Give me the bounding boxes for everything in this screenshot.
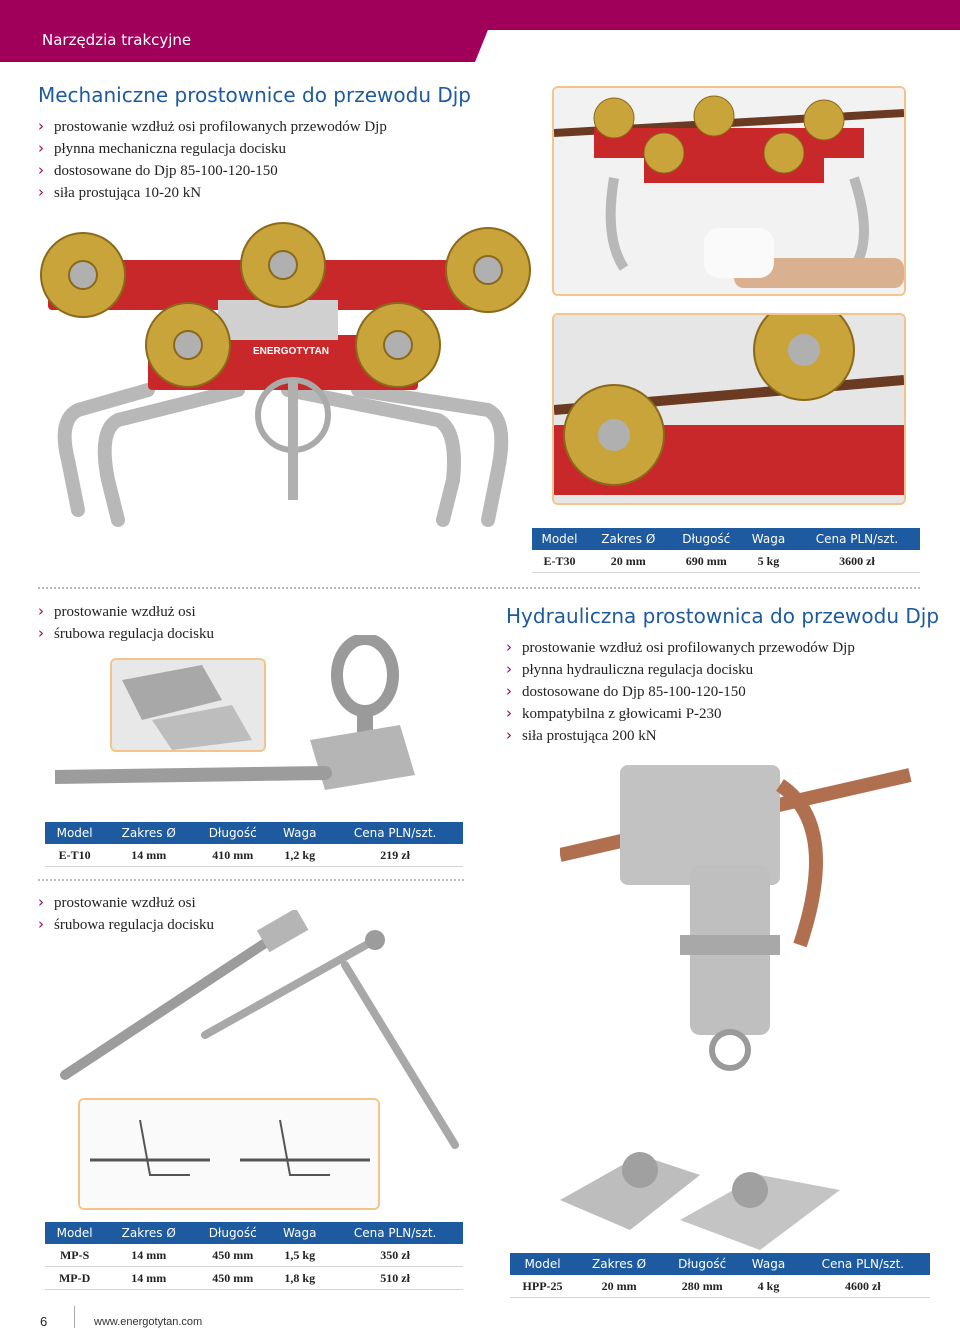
spec-table-et30 (532, 528, 920, 573)
header-category: Narzędzia trakcyjne (42, 31, 192, 49)
list-item: › siła prostująca 10-20 kN (38, 181, 387, 203)
cell-price: 4600 zł (796, 1275, 930, 1298)
cell-length: 280 mm (663, 1275, 741, 1298)
table-row (45, 1244, 463, 1267)
list-item: › prostowanie wzdłuż osi (38, 891, 214, 913)
footer-url[interactable]: www.energotytan.com (94, 1316, 203, 1328)
page-number: 6 (40, 1314, 48, 1329)
col-model: Model (510, 1253, 575, 1275)
col-price: Cena PLN/szt. (796, 1253, 930, 1275)
table-row (532, 550, 920, 573)
section1-bullets (38, 115, 387, 203)
section3-bullets (506, 636, 855, 746)
col-range: Zakres Ø (104, 1222, 193, 1244)
table-header-row (45, 822, 463, 844)
col-weight: Waga (272, 1222, 327, 1244)
col-range: Zakres Ø (575, 1253, 663, 1275)
list-item: › śrubowa regulacja docisku (38, 913, 214, 935)
col-length: Długość (193, 822, 272, 844)
list-item: › siła prostująca 200 kN (506, 724, 855, 746)
cell-model: MP-S (45, 1244, 104, 1267)
hydraulic-heads-photo (560, 1120, 920, 1255)
section-divider (38, 879, 464, 881)
col-range: Zakres Ø (104, 822, 193, 844)
mechanical-straightener-photo (38, 220, 538, 530)
list-item: › prostowanie wzdłuż osi (38, 600, 214, 622)
col-range: Zakres Ø (587, 528, 670, 550)
cell-model: E-T10 (45, 844, 104, 867)
cell-length: 450 mm (193, 1244, 272, 1267)
cell-weight: 4 kg (741, 1275, 795, 1298)
col-price: Cena PLN/szt. (794, 528, 920, 550)
cell-weight: 1,8 kg (272, 1267, 327, 1290)
list-item: › prostowanie wzdłuż osi profilowanych przewodów Djp (38, 115, 387, 137)
col-model: Model (532, 528, 587, 550)
col-price: Cena PLN/szt. (327, 1222, 463, 1244)
cell-weight: 5 kg (743, 550, 794, 573)
cell-length: 690 mm (670, 550, 743, 573)
brand-label: ENERGOTYTAN (253, 346, 329, 357)
cell-model: E-T30 (532, 550, 587, 573)
spec-table-mp (45, 1222, 463, 1290)
e-t10-tool-photo (55, 635, 435, 810)
table-header-row (532, 528, 920, 550)
list-item: › płynna hydrauliczna regulacja docisku (506, 658, 855, 680)
cell-weight: 1,5 kg (272, 1244, 327, 1267)
list-item: › śrubowa regulacja docisku (38, 622, 214, 644)
col-model: Model (45, 822, 104, 844)
col-weight: Waga (743, 528, 794, 550)
cell-range: 14 mm (104, 1267, 193, 1290)
cell-price: 3600 zł (794, 550, 920, 573)
hydraulic-straightener-photo (560, 745, 920, 1075)
table-row (510, 1275, 930, 1298)
cell-range: 20 mm (575, 1275, 663, 1298)
cell-price: 510 zł (327, 1267, 463, 1290)
col-length: Długość (663, 1253, 741, 1275)
col-weight: Waga (272, 822, 327, 844)
col-length: Długość (193, 1222, 272, 1244)
cell-range: 14 mm (104, 1244, 193, 1267)
mp-diagram-photo (78, 1098, 380, 1210)
list-item: › dostosowane do Djp 85-100-120-150 (38, 159, 387, 181)
list-item: › prostowanie wzdłuż osi profilowanych przewodów Djp (506, 636, 855, 658)
cell-length: 450 mm (193, 1267, 272, 1290)
col-price: Cena PLN/szt. (327, 822, 463, 844)
cell-model: HPP-25 (510, 1275, 575, 1298)
table-row (45, 1267, 463, 1290)
footer-divider (74, 1306, 75, 1328)
table-header-row (45, 1222, 463, 1244)
cell-weight: 1,2 kg (272, 844, 327, 867)
straightener-closeup-photo (552, 313, 906, 505)
list-item: › kompatybilna z głowicami P-230 (506, 702, 855, 724)
section3-title: Hydrauliczna prostownica do przewodu Djp (506, 604, 940, 628)
cell-range: 14 mm (104, 844, 193, 867)
spec-table-hpp (510, 1253, 930, 1298)
col-weight: Waga (741, 1253, 795, 1275)
col-length: Długość (670, 528, 743, 550)
header-bar (0, 0, 960, 62)
cell-price: 219 zł (327, 844, 463, 867)
cell-price: 350 zł (327, 1244, 463, 1267)
table-row (45, 844, 463, 867)
section1-title: Mechaniczne prostownice do przewodu Djp (38, 83, 471, 107)
list-item: › płynna mechaniczna regulacja docisku (38, 137, 387, 159)
cell-model: MP-D (45, 1267, 104, 1290)
cell-length: 410 mm (193, 844, 272, 867)
spec-table-et10 (45, 822, 463, 867)
table-header-row (510, 1253, 930, 1275)
list-item: › dostosowane do Djp 85-100-120-150 (506, 680, 855, 702)
straightener-in-use-photo (552, 86, 906, 296)
section-divider (38, 587, 920, 589)
cell-range: 20 mm (587, 550, 670, 573)
col-model: Model (45, 1222, 104, 1244)
